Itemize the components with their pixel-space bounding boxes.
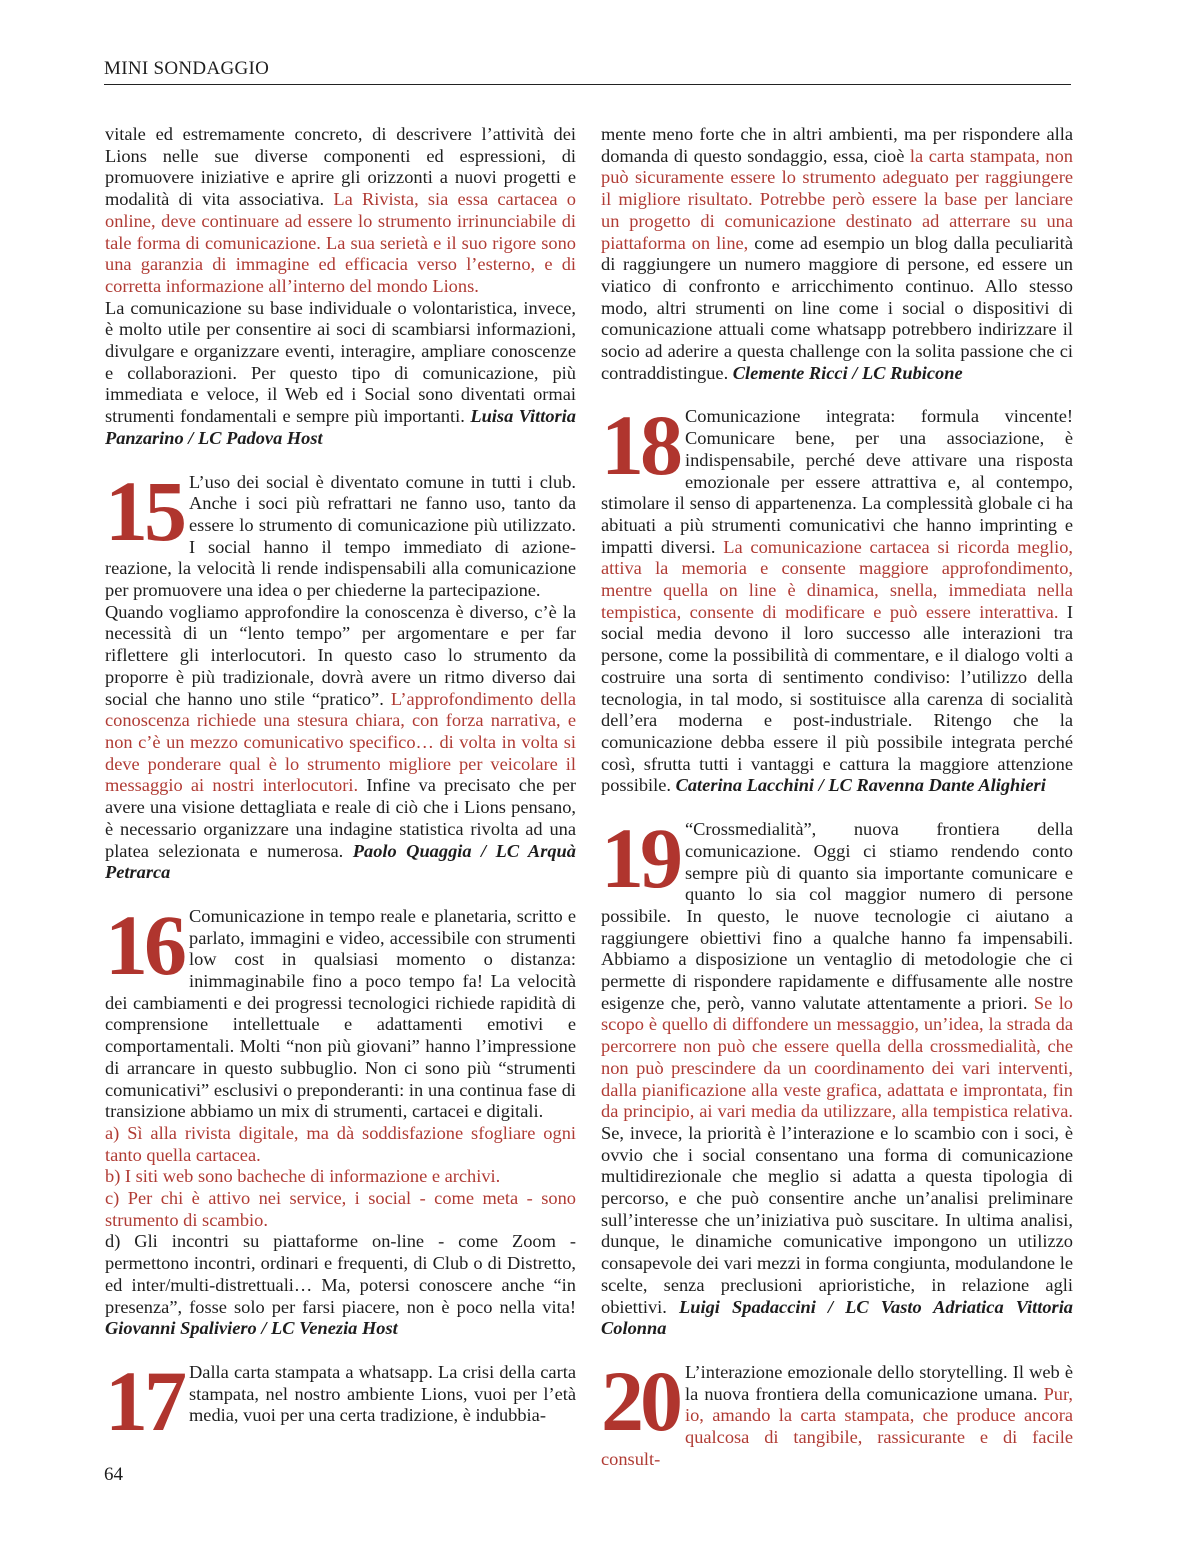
entry-15: [105, 462, 576, 884]
right-column: [601, 124, 1073, 1470]
entry-19-highlight: Se lo scopo è quello di diffondere un messaggio, un’idea, la strada da percorrere non può che essere quella della crossmedialità, che non può prescindere da un coordinamento dei vari interventi, dalla pianificazione alla veste grafica, adattata e improntata, fin da principio, ai vari media da utilizzare, alla tempistica relativa.: [601, 992, 1074, 1122]
entry-16-signature: Giovanni Spaliviero / LC Venezia Host: [105, 1318, 398, 1339]
entry-number-17: 17: [105, 1352, 183, 1449]
entry-16-text-d: d) Gli incontri su piattaforme on-line - come Zoom - permettono incontri, ordinari e frequenti, di Club o di Distretto, ed inter/multi-distrettuali… Ma, potersi conoscere anche “in presenza”, fosse solo per farsi piacere, non è poco nella vita!: [105, 1231, 576, 1317]
entry-16-point-b: b) I siti web sono bacheche di informazione e archivi.: [105, 1166, 501, 1187]
entry-16-text-1: Comunicazione in tempo reale e planetaria, scritto e parlato, immagini e video, accessibile con strumenti low cost in qualsiasi momento o distanza: inimmaginabile fino a poco tempo fa! La velocità dei cambiamenti e dei progressi tecnologici richiede rapidità di comprensione intellettuale e adattamenti emotivi e comportamentali. Molti “non più giovani” hanno l’impressione di arrancare in questo subbuglio. Non ci sono più “strumenti comunicativi” esclusivi o preponderanti: in una continua fase di transizione abbiamo un mix di strumenti, cartacei e digitali.: [105, 905, 576, 1122]
entry-number-16: 16: [105, 896, 183, 993]
entry-18-text-1: Comunicazione integrata: formula vincente! Comunicare bene, per una associazione, è indispensabile, perché deve attivare una risposta emozionale per essere attrattiva e, al contempo, stimolare il senso di appartenenza. La complessità globale ci ha abituati a più strumenti comunicativi che hanno imprinting e impatti diversi.: [601, 406, 1073, 557]
page-number: 64: [104, 1464, 123, 1485]
entry-number-20: 20: [601, 1352, 679, 1449]
entry-18-signature: Caterina Lacchini / LC Ravenna Dante Alighieri: [675, 775, 1046, 796]
entry-20-highlight: Pur, io, amando la carta stampata, che produce ancora qualcosa di tangibile, rassicurante e di facile consult-: [601, 1383, 1073, 1469]
entry-number-15: 15: [105, 462, 183, 559]
entry-14-continued: [105, 124, 576, 298]
entry-18-text-2: I social media devono il loro successo alle interazioni tra persone, come la possibilità di commentare, e il dialogo volti a costruire una sorta di sentimento condiviso: l’utilizzo della tecnologia, in tal modo, si sostituisce alla carenza di socialità dell’era moderna e post-industriale. Ritengo che la comunicazione debba essere il più possibile integrata perché così, sfrutta tutti i vantaggi e cattura la maggiore attenzione possibile.: [601, 601, 1073, 796]
entry-16: [105, 896, 576, 1340]
entry-17: [105, 1352, 576, 1449]
entry-17-continued: [601, 124, 1073, 384]
entry-20: [601, 1352, 1073, 1471]
entry-15-highlight: L’approfondimento della conoscenza richiede una stesura chiara, con forza narrativa, e non c’è un mezzo comunicativo specifico… di volta in volta si deve ponderare qual è lo strumento migliore per veicolare il messaggio ai nostri interlocutori.: [105, 688, 576, 796]
page-header: [104, 58, 1071, 85]
entry-17-text-1: Dalla carta stampata a whatsapp. La crisi della carta stampata, nel nostro ambiente Lions, vuoi per l’età media, vuoi per una certa tradizione, è indubbia-: [189, 1361, 576, 1426]
entry-14-highlight: La Rivista, sia essa cartacea o online, deve continuare ad essere lo strumento irrinunciabile di tale forma di comunicazione. La sua serietà e il suo rigore sono una garanzia di immagine ed efficacia verso l’esterno, e di corretta informazione all’interno del mondo Lions.: [105, 189, 576, 296]
entry-14-signature: Luisa Vittoria Panzarino / LC Padova Host: [105, 406, 576, 448]
entry-14-text: vitale ed estremamente concreto, di descrivere l’attività dei Lions nelle sue diverse componenti ed espressioni, di promuovere iniziative e aprire gli orizzonti a nuovi progetti e modalità di vita associativa.: [105, 124, 576, 210]
entry-17-text-2: mente meno forte che in altri ambienti, ma per rispondere alla domanda di questo sondaggio, essa, cioè: [601, 124, 1073, 166]
entry-19: [601, 810, 1074, 1340]
entry-14-paragraph-2: [105, 298, 576, 450]
entry-20-text-1: L’interazione emozionale dello storytelling. Il web è la nuova frontiera della comunicazione umana.: [685, 1361, 1073, 1404]
entry-17-highlight: la carta stampata, non può sicuramente essere lo strumento adeguato per raggiungere il migliore risultato. Potrebbe però essere la base per lanciare un progetto di comunicazione destinato ad atterrare su una piattaforma on line,: [601, 145, 1073, 253]
entry-number-19: 19: [601, 810, 679, 907]
entry-18-highlight: La comunicazione cartacea si ricorda meglio, attiva la memoria e consente maggiore approfondimento, mentre quella on line è dinamica, snella, immediata nella tempistica, consente di modificare e può essere interattiva.: [601, 536, 1073, 622]
entry-15-text-3: Infine va precisato che per avere una visione dettagliata e reale di ciò che i Lions pensano, è necessario organizzare una indagine statistica rivolta ad una platea selezionata e numerosa.: [105, 775, 576, 861]
entry-17-signature: Clemente Ricci / LC Rubicone: [732, 362, 963, 383]
entry-19-text-1: “Crossmedialità”, nuova frontiera della comunicazione. Oggi ci stiamo rendendo conto sempre più di quanto sia importante comunicare e quanto lo sia col maggior numero di persone possibile. In questo, le nuove tecnologie ci aiutano a raggiungere obiettivi fino a qualche hanno fa impensabili. Abbiamo a disposizione un ventaglio di metodologie che ci permette di rispondere rapidamente e diffusamente alle nostre esigenze che, però, vanno valutate attentamente a priori.: [601, 819, 1073, 1013]
entry-19-signature: Luigi Spadaccini / LC Vasto Adriatica Vittoria Colonna: [601, 1296, 1073, 1339]
entry-15-text-2: Quando vogliamo approfondire la conoscenza è diverso, c’è la necessità di un “lento tempo” per argomentare e per far riflettere gli interlocutori. In questo caso lo strumento da proporre è più tradizionale, dovrà avere un ritmo diverso dai social che hanno uno stile “pratico”.: [105, 601, 576, 709]
entry-number-18: 18: [601, 397, 679, 494]
entry-16-point-c: c) Per chi è attivo nei service, i social - come meta - sono strumento di scambio.: [105, 1188, 576, 1230]
entry-15-text-1: L’uso dei social è diventato comune in tutti i club. Anche i soci più refrattari ne fanno uso, tanto da essere lo strumento di comunicazione più utilizzato. I social hanno il tempo immediato di azione-reazione, la velocità li rende indispensabili alla comunicazione per promuovere una idea o per chiederne la partecipazione.: [105, 471, 576, 601]
entry-19-text-2: Se, invece, la priorità è l’interazione e lo scambio con i soci, è ovvio che i social consentano una forma di comunicazione multidirezionale che meglio si adatta a questa tipologia di percorso, e che può consentire anche un’analisi preliminare sull’interesse che un’iniziativa può suscitare. In ultima analisi, dunque, le dinamiche comunicative impongono un utilizzo consapevole dei vari mezzi in forma congiunta, modulandone le scelte, senza preclusioni aprioristiche, in relazione agli obiettivi.: [601, 1122, 1073, 1317]
entry-15-signature: Paolo Quaggia / LC Arquà Petrarca: [105, 840, 576, 883]
entry-17-text-3: come ad esempio un blog dalla peculiarità di raggiungere un numero maggiore di persone, ed essere un viatico di confronto e arricchimento continuo. Allo stesso modo, altri strumenti on line come i social o dispositivi di comunicazione attuali come whatsapp potrebbero indirizzare il socio ad aderire a questa challenge con la solita passione che ci contraddistingue.: [601, 232, 1073, 383]
entry-16-point-d: [105, 1231, 576, 1340]
entry-16-point-a: a) Sì alla rivista digitale, ma dà soddisfazione sfogliare ogni tanto quella cartacea.: [105, 1122, 576, 1165]
entry-14-text-2: La comunicazione su base individuale o volontaristica, invece, è molto utile per consentire ai soci di scambiarsi informazioni, divulgare e organizzare eventi, interagire, ampliare conoscenze e collaborazioni. Per questo tipo di comunicazione, più immediata e veloce, il Web ed i Social sono diventati ormai strumenti fondamentali e sempre più importanti.: [105, 297, 576, 427]
entry-15-paragraph-2: [105, 602, 576, 884]
section-title: MINI SONDAGGIO: [104, 58, 270, 79]
entry-18: [601, 397, 1073, 797]
left-column: [105, 124, 576, 1449]
